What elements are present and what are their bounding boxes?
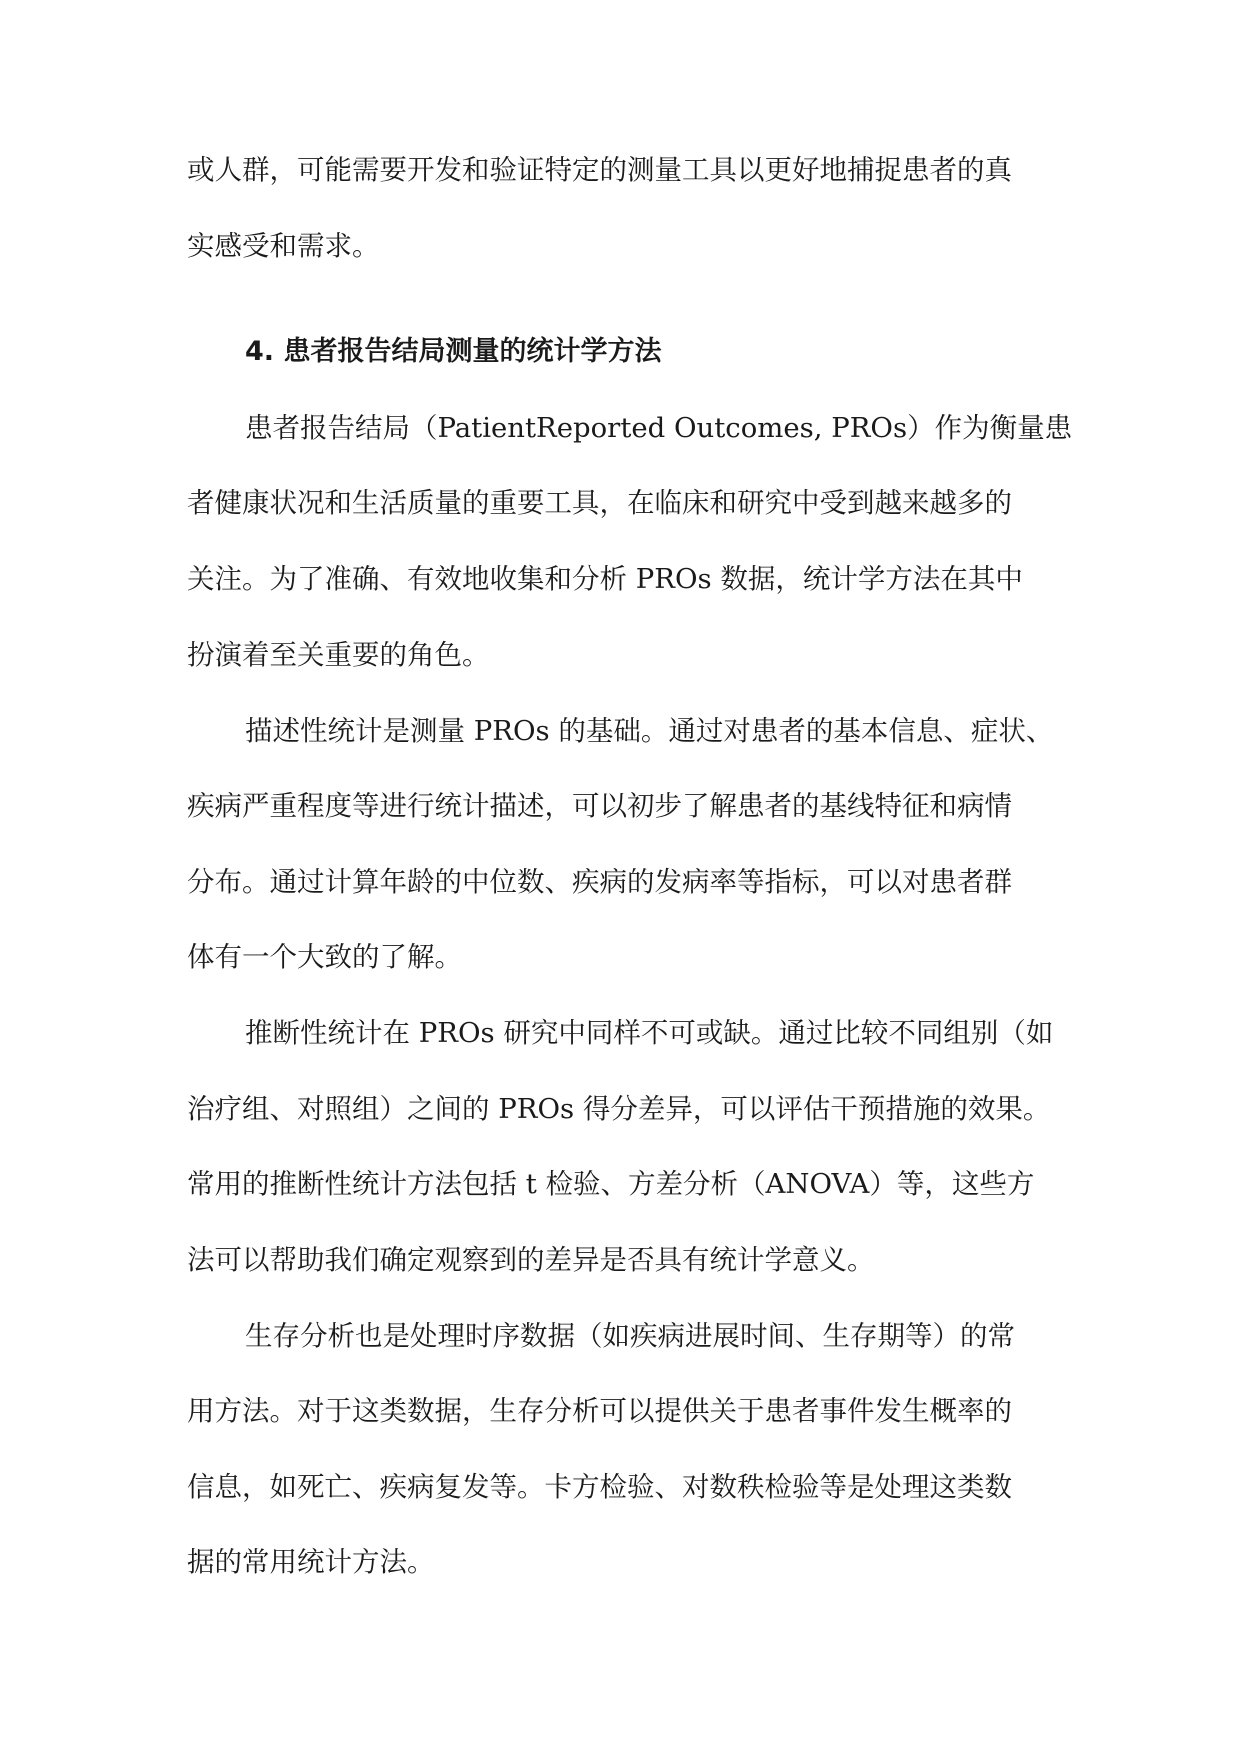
paragraph-3-line-2: 治疗组、对照组）之间的 PROs 得分差异，可以评估干预措施的效果。 [187, 1093, 1051, 1125]
section-heading: 4. 患者报告结局测量的统计学方法 [245, 336, 662, 367]
carry-over-line-1: 或人群，可能需要开发和验证特定的测量工具以更好地捕捉患者的真 [187, 154, 1012, 186]
paragraph-4-line-1: 生存分析也是处理时序数据（如疾病进展时间、生存期等）的常 [245, 1320, 1015, 1352]
paragraph-3-line-3: 常用的推断性统计方法包括 t 检验、方差分析（ANOVA）等，这些方 [187, 1168, 1035, 1200]
paragraph-2-line-4: 体有一个大致的了解。 [187, 941, 462, 973]
paragraph-3-line-4: 法可以帮助我们确定观察到的差异是否具有统计学意义。 [187, 1244, 875, 1276]
paragraph-4-line-4: 据的常用统计方法。 [187, 1546, 435, 1578]
paragraph-2-line-1: 描述性统计是测量 PROs 的基础。通过对患者的基本信息、症状、 [245, 715, 1054, 747]
paragraph-4-line-3: 信息，如死亡、疾病复发等。卡方检验、对数秩检验等是处理这类数 [187, 1471, 1012, 1503]
paragraph-1-line-1: 患者报告结局（PatientReported Outcomes, PROs）作为衡量患 [245, 412, 1073, 444]
carry-over-line-2: 实感受和需求。 [187, 230, 380, 262]
paragraph-2-line-2: 疾病严重程度等进行统计描述，可以初步了解患者的基线特征和病情 [187, 790, 1012, 822]
paragraph-3-line-1: 推断性统计在 PROs 研究中同样不可或缺。通过比较不同组别（如 [245, 1017, 1054, 1049]
paragraph-1-line-3: 关注。为了准确、有效地收集和分析 PROs 数据，统计学方法在其中 [187, 563, 1023, 595]
paragraph-1-line-2: 者健康状况和生活质量的重要工具，在临床和研究中受到越来越多的 [187, 487, 1012, 519]
paragraph-2-line-3: 分布。通过计算年龄的中位数、疾病的发病率等指标，可以对患者群 [187, 866, 1012, 898]
paragraph-4-line-2: 用方法。对于这类数据，生存分析可以提供关于患者事件发生概率的 [187, 1395, 1012, 1427]
paragraph-1-line-4: 扮演着至关重要的角色。 [187, 639, 490, 671]
